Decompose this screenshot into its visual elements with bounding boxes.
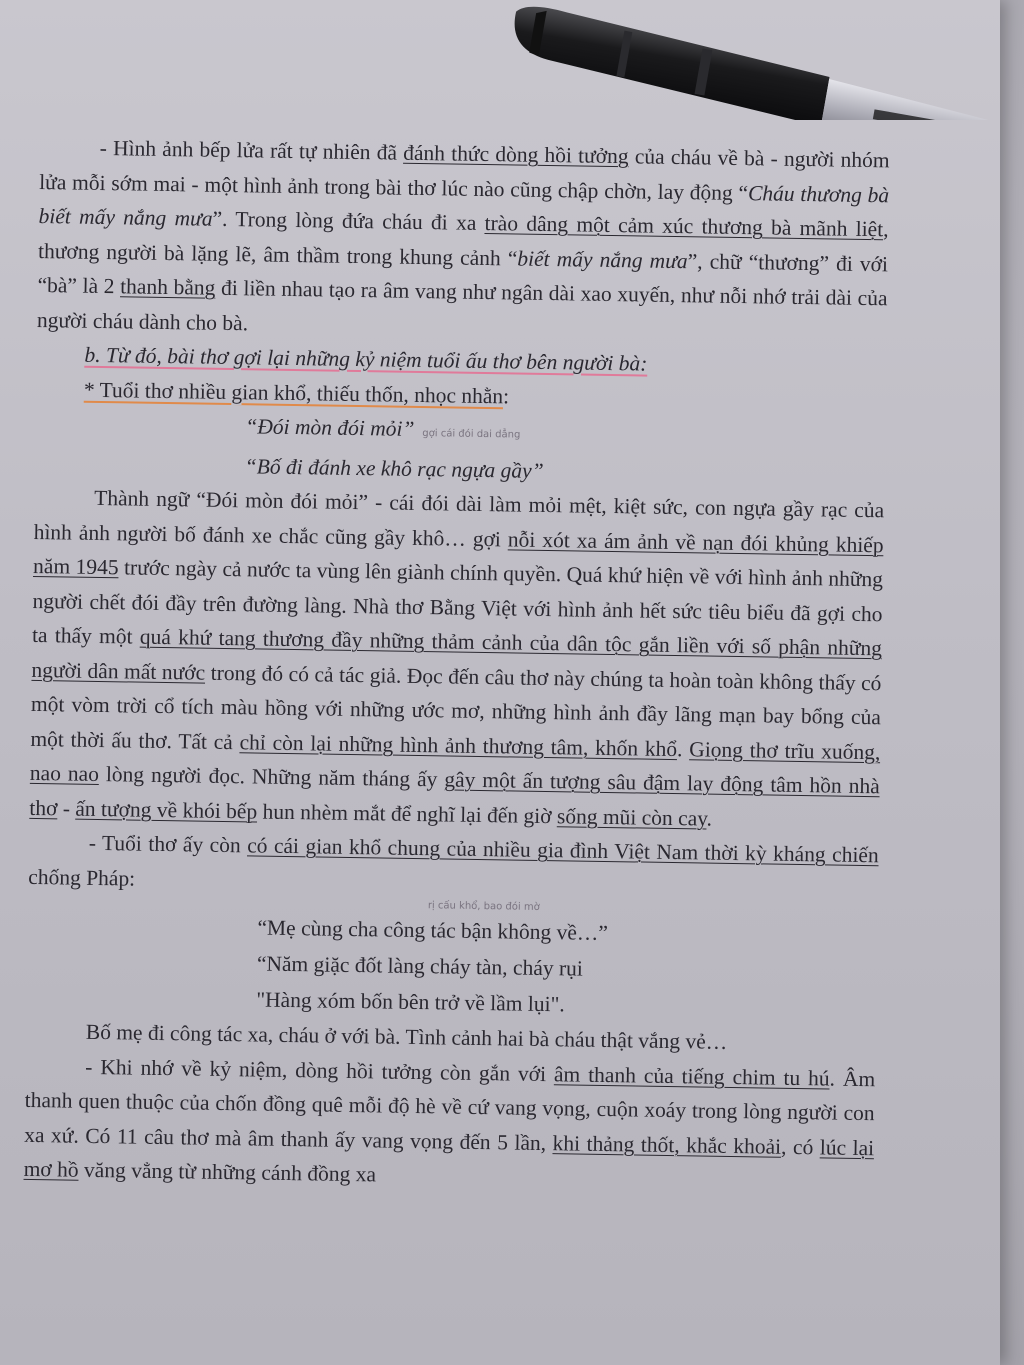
document-text [21, 130, 890, 1343]
paragraph-khang-chien [28, 825, 879, 907]
underlined-phrase: khi thảng thốt, khắc khoải [552, 1130, 782, 1159]
verse-text: "Hàng xóm bốn bên trở về lầm lụi". [256, 987, 565, 1017]
underlined-phrase: thanh bằng [120, 274, 216, 300]
text-run: ”, chữ “thương” đi với “bà” là 2 [37, 248, 889, 299]
text-run: Thành ngữ “Đói mòn đói mỏi” - cái đói dài làm mỏi mệt, kiệt sức, con ngựa gầy rạc của hình ảnh người bố đánh xe chắc cũng gầy khô… gợi [33, 485, 885, 551]
underlined-phrase: lúc lại mơ hồ [23, 1134, 875, 1182]
handwritten-note: gợi cái đói dai dẳng [422, 428, 521, 441]
text-run: chống Pháp: [28, 864, 136, 891]
text-run: trong đó có cả tác giả. Đọc đến câu thơ này chúng ta hoàn toàn không thấy có một vòm trời cổ tích màu hồng với những ước mơ, những hình ảnh đầy lãng mạn bay bổng của một thời ấu thơ. Tất cả [30, 660, 882, 754]
text-run: . [676, 736, 690, 761]
heading-text: b. Từ đó, bài thơ gợi lại những kỷ niệm tuổi ấu thơ bên người bà: [84, 342, 648, 376]
text-run: hun nhèm mắt để nghĩ lại đến giờ [257, 798, 558, 828]
underlined-phrase: Giọng thơ trĩu xuống, nao nao [29, 736, 881, 787]
verse-text: “Mẹ cùng cha công tác bận không về…” [257, 915, 609, 946]
underlined-phrase: gây một ấn tượng sâu đậm lay động tâm hồn nhà thơ [29, 767, 880, 820]
paragraph-thanh-ngu [29, 480, 884, 838]
italic-quote: biết mấy nắng mưa [517, 246, 688, 273]
text-run: . [706, 806, 713, 831]
handwritten-note: rị cấu khổ, bao đói mờ [427, 900, 540, 913]
text-run: ”. Trong lòng đứa cháu đi xa [212, 206, 485, 235]
text-run: . Âm thanh quen thuộc của chốn đồng quê mỗi độ hè về cứ vang vọng, cuộn xoáy trong lòng người con xa xứ. Có 11 câu thơ mà âm thanh ấy vang vọng đến 5 lần, [24, 1066, 876, 1155]
text-run: , thương người bà lặng lẽ, âm thầm trong khung cảnh “ [37, 217, 889, 271]
verse-text: “Bố đi đánh xe khô rạc ngựa gầy” [244, 453, 544, 483]
ballpoint-pen [508, 0, 1024, 120]
underlined-phrase: nỗi xót xa ám ảnh về nạn đói khủng khiếp năm 1945 [32, 526, 884, 580]
text-run: , có [780, 1134, 821, 1159]
text-run: : [502, 383, 510, 408]
text-run: - Hình ảnh bếp lửa rất tự nhiên đã [99, 135, 404, 165]
underlined-phrase: đánh thức dòng hồi tưởng [403, 140, 629, 169]
text-run: lòng người đọc. Những năm tháng ấy [98, 762, 445, 792]
underlined-phrase: trào dâng một cảm xúc thương bà mãnh liệt [484, 210, 884, 242]
text-run: - Khi nhớ về kỷ niệm, dòng hồi tưởng còn gắn với [85, 1054, 555, 1086]
text-run: đi liền nhau tạo ra âm vang như ngân dài xao xuyến, như nỗi nhớ trải dài của người cháu dành cho bà. [36, 275, 888, 335]
italic-quote: Cháu thương bà biết mấy nắng mưa [38, 180, 890, 231]
underlined-phrase: sống mũi còn cay [556, 803, 707, 831]
text-run: Bố mẹ đi công tác xa, cháu ở với bà. Tình cảnh hai bà cháu thật vắng vẻ… [85, 1019, 728, 1054]
bullet-lead: * Tuổi thơ nhiều [83, 377, 232, 404]
paragraph-tu-hu [23, 1048, 875, 1199]
paragraph-bep-lua [37, 130, 890, 350]
text-run: văng vẳng từ những cánh đồng xa [78, 1157, 377, 1187]
underlined-phrase: gian khổ, thiếu thốn, nhọc nhằn [231, 379, 504, 408]
underlined-phrase: ấn tượng về khói bếp [75, 796, 258, 823]
underlined-phrase: âm thanh của tiếng chim tu hú [553, 1061, 830, 1091]
underlined-phrase: có cái gian khổ chung của nhiều gia đình Việt Nam thời kỳ kháng chiến [246, 833, 879, 868]
text-run: - [57, 795, 76, 821]
text-run: của cháu về bà - người nhóm lửa mỗi sớm mai - một hình ảnh trong bài thơ lúc nào cũng chập chờn, lay động “ [39, 144, 890, 205]
underlined-phrase: quá khứ tang thương đầy những thảm cảnh của dân tộc gắn liền với số phận những người dân mất nước [31, 624, 883, 685]
underlined-phrase: chỉ còn lại những hình ảnh thương tâm, khốn khổ [239, 729, 678, 761]
text-run: trước ngày cả nước ta vùng lên giành chính quyền. Quá khứ hiện về với hình ảnh những người chết đói đầy trên đường làng. Nhà thơ Bằng Việt với hình ảnh hết sức tiêu biểu đã gợi cho ta thấy một [31, 555, 884, 649]
verse-text: “Đói mòn đói mỏi” [245, 414, 415, 441]
text-run: - Tuổi thơ ấy còn [88, 830, 248, 858]
verse-text: “Năm giặc đốt làng cháy tàn, cháy rụi [256, 951, 584, 981]
